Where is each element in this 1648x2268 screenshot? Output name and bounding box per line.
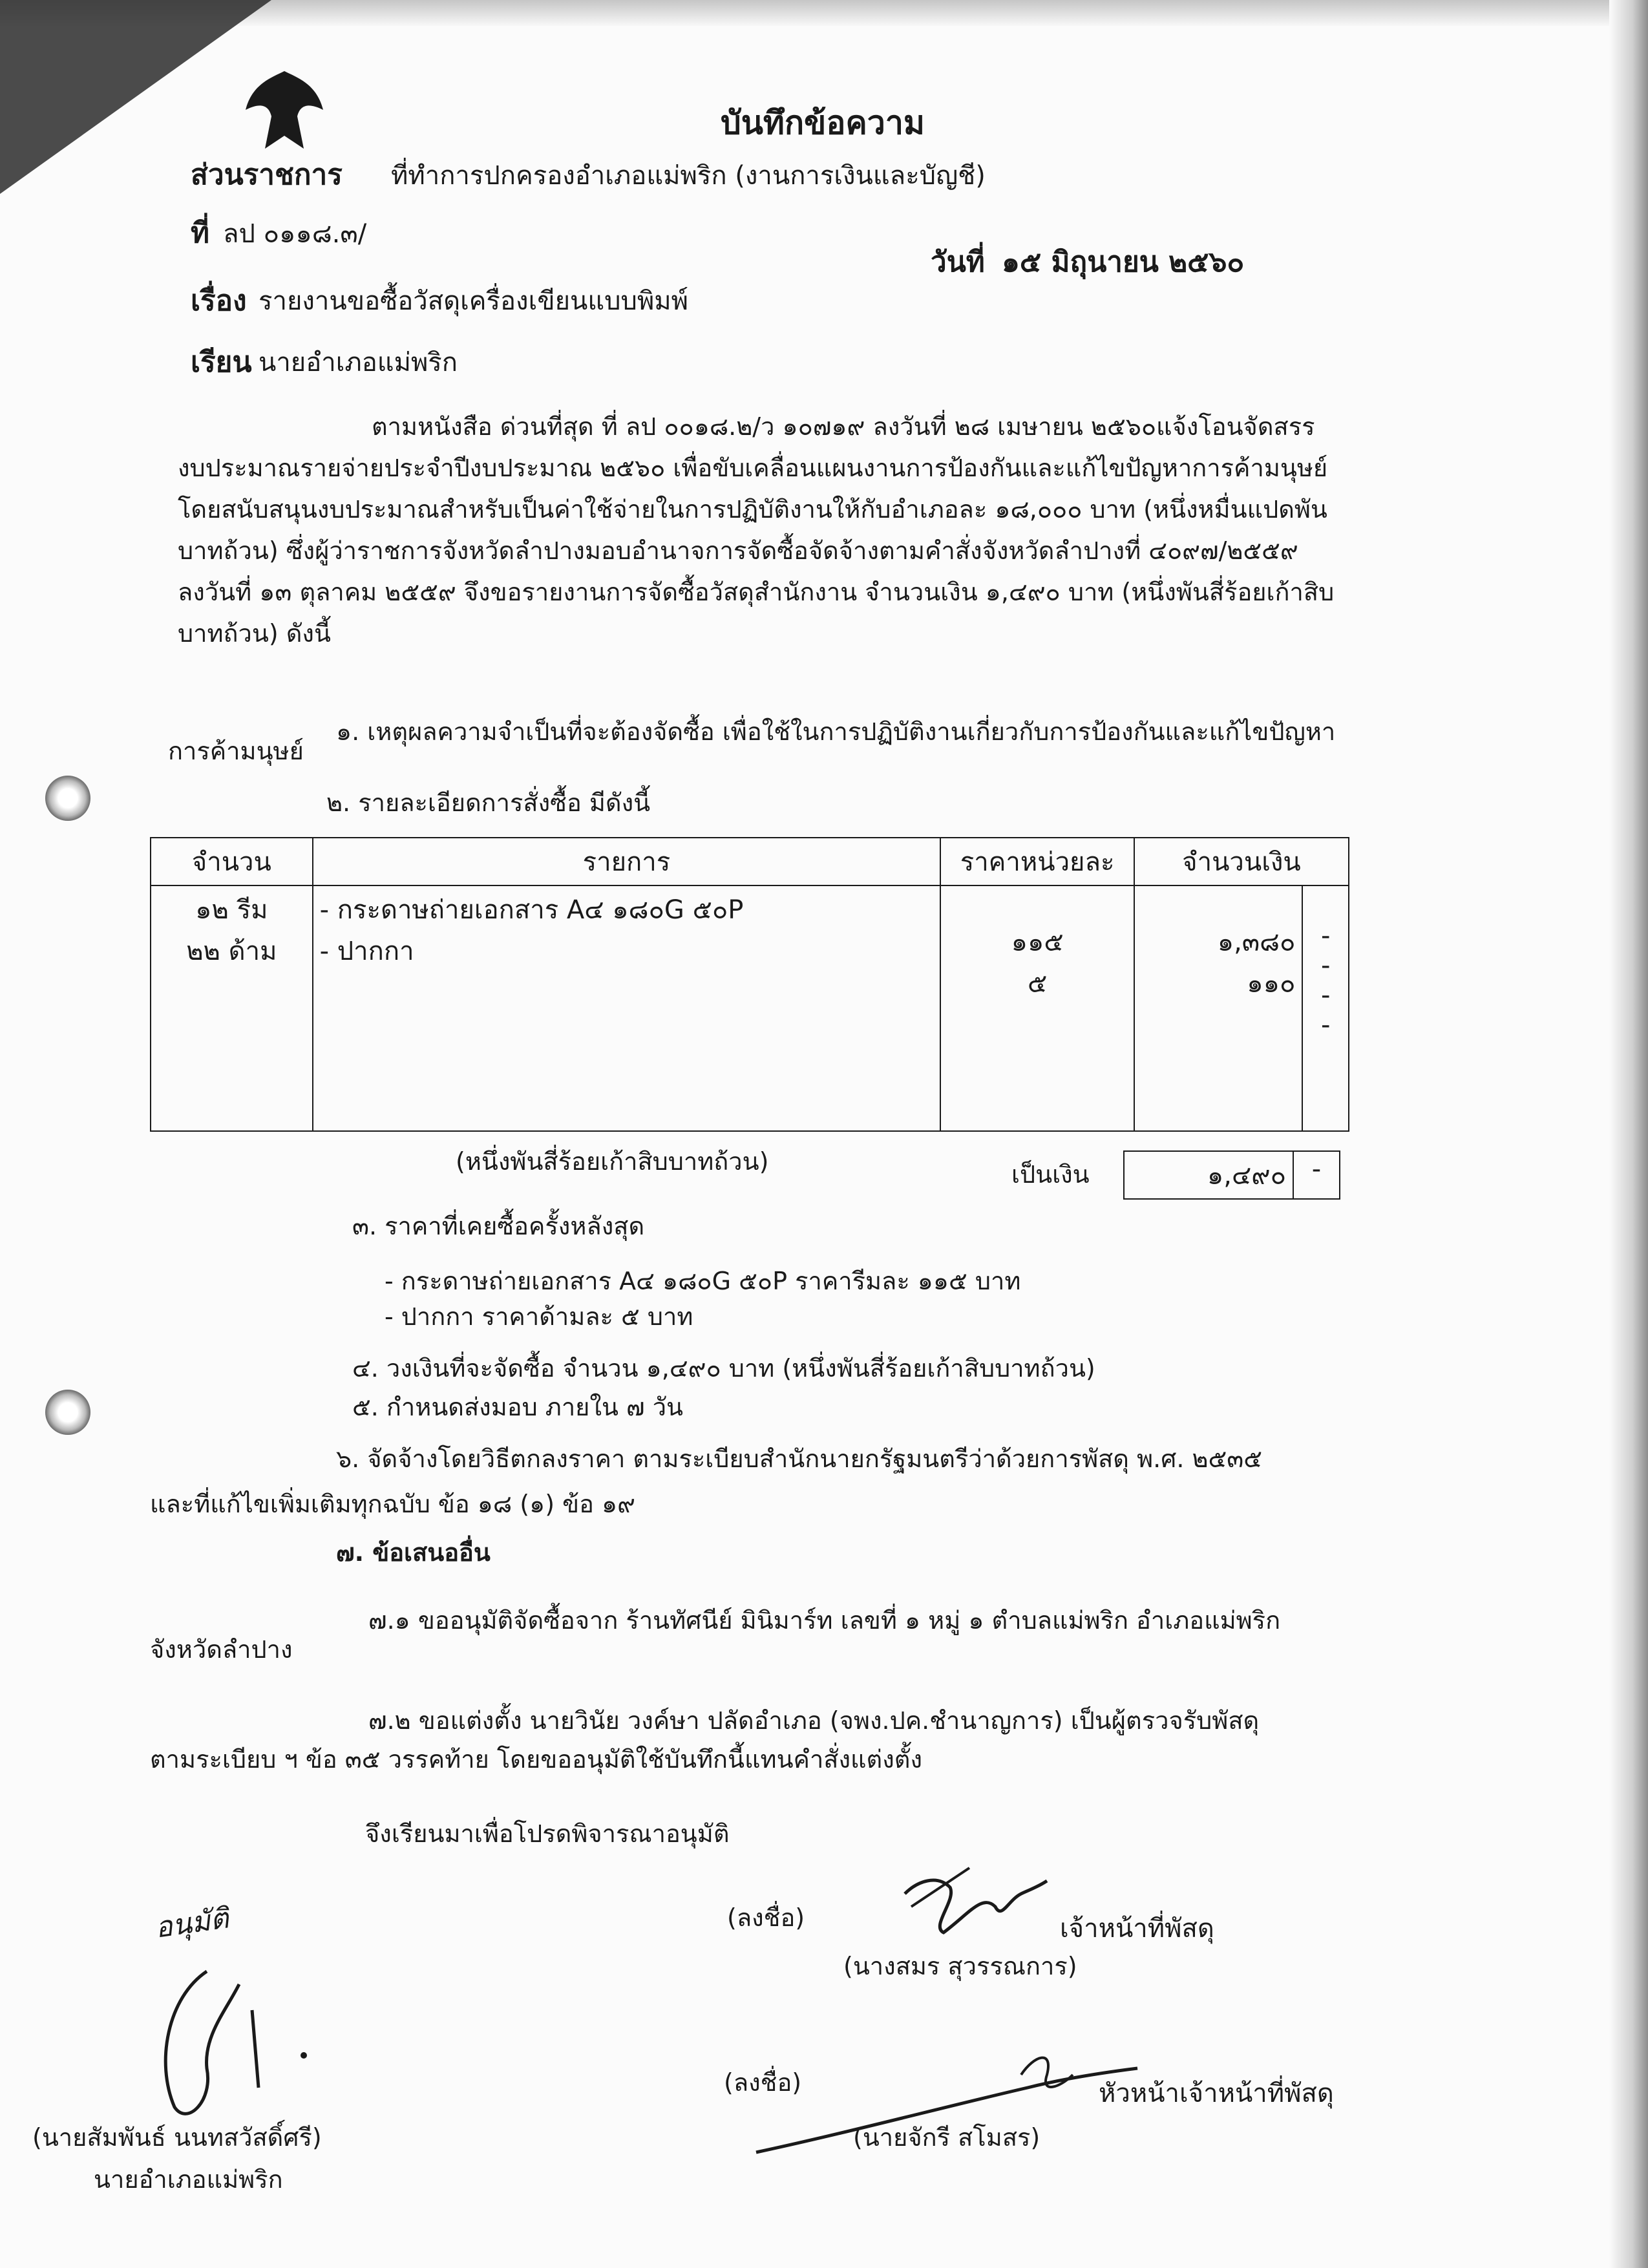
dept-value: ที่ทำการปกครองอำเภอแม่พริก (งานการเงินและบัญชี) bbox=[391, 161, 986, 191]
col-header-amount: จำนวนเงิน bbox=[1134, 838, 1349, 885]
item3-heading: ๓. ราคาที่เคยซื้อครั้งหลังสุด bbox=[352, 1212, 645, 1240]
item7-2-line2: ตามระเบียบ ฯ ข้อ ๓๕ วรรคท้าย โดยขออนุมัติใช้บันทึกนี้แทนคำสั่งแต่งตั้ง bbox=[150, 1745, 923, 1774]
page-title: บันทึกข้อความ bbox=[721, 104, 925, 142]
item3-detail: - กระดาษถ่ายเอกสาร A๔ ๑๘๐G ๕๐P ราคารีมละ ๑๑๕ บาท bbox=[385, 1267, 1021, 1295]
table-header-row bbox=[151, 838, 1349, 885]
signer-name-2: (นายจักรี สโมสร) bbox=[853, 2123, 1041, 2152]
date-label: วันที่ bbox=[931, 246, 985, 279]
approver-signature-icon bbox=[129, 1958, 323, 2126]
signer-name-1: (นางสมร สุวรรณการ) bbox=[843, 1952, 1077, 1980]
qty-value: ๑๒ รีม bbox=[195, 895, 268, 925]
total-satang: - bbox=[1293, 1151, 1340, 1199]
item4-line: ๔. วงเงินที่จะจัดซื้อ จำนวน ๑,๔๙๐ บาท (หนึ่งพันสี่ร้อยเก้าสิบบาทถ้วน) bbox=[352, 1354, 1095, 1383]
approver-name: (นายสัมพันธ์ นนทสวัสดิ์ศรี) bbox=[32, 2123, 322, 2152]
subject-label: เรื่อง bbox=[191, 284, 247, 317]
date-value: ๑๕ มิถุนายน ๒๕๖๐ bbox=[1002, 246, 1245, 279]
paragraph-line: บาทถ้วน) ซึ่งผู้ว่าราชการจังหวัดลำปางมอบอำนาจการจัดซื้อจัดจ้างตามคำสั่งจังหวัดลำปางที่ ๔๐๙๗/๒๕๕๙ bbox=[178, 536, 1298, 565]
unit-price-value: ๑๑๕ bbox=[1011, 927, 1064, 957]
item7-2-line1: ๗.๒ ขอแต่งตั้ง นายวินัย วงค์ษา ปลัดอำเภอ (จพง.ปค.ชำนาญการ) เป็นผู้ตรวจรับพัสดุ bbox=[368, 1706, 1260, 1735]
col-header-item: รายการ bbox=[313, 838, 941, 885]
satang-cell bbox=[1302, 885, 1349, 1131]
item3-detail: - ปากกา ราคาด้ามละ ๕ บาท bbox=[385, 1302, 693, 1331]
table-body-row bbox=[151, 885, 1349, 1131]
total-in-words: (หนึ่งพันสี่ร้อยเก้าสิบบาทถ้วน) bbox=[456, 1147, 769, 1176]
item-value: - กระดาษถ่ายเอกสาร A๔ ๑๘๐G ๕๐P bbox=[319, 895, 744, 925]
dept-label: ส่วนราชการ bbox=[191, 158, 343, 191]
item7-heading: ๗. ข้อเสนออื่น bbox=[336, 1538, 491, 1567]
order-table bbox=[150, 837, 1349, 1132]
role-1: เจ้าหน้าที่พัสดุ bbox=[1060, 1914, 1214, 1944]
item7-1-line2: จังหวัดลำปาง bbox=[150, 1635, 293, 1664]
satang-value: - bbox=[1321, 1010, 1331, 1040]
qty-cell bbox=[151, 885, 313, 1131]
punch-hole-bottom bbox=[45, 1390, 90, 1435]
subject-value: รายงานขอซื้อวัสดุเครื่องเขียนแบบพิมพ์ bbox=[259, 286, 689, 316]
amount-value: ๑๑๐ bbox=[1247, 969, 1296, 999]
item2-heading: ๒. รายละเอียดการสั่งซื้อ มีดังนี้ bbox=[326, 789, 651, 817]
garuda-emblem-icon bbox=[233, 58, 336, 162]
total-box bbox=[1123, 1150, 1340, 1200]
total-label: เป็นเงิน bbox=[1011, 1160, 1090, 1189]
satang-value: - bbox=[1321, 980, 1331, 1010]
item1-line2: การค้ามนุษย์ bbox=[168, 737, 304, 765]
qty-value: ๒๒ ด้าม bbox=[186, 937, 277, 966]
amount-value: ๑,๓๘๐ bbox=[1217, 927, 1296, 957]
item-value: - ปากกา bbox=[319, 937, 414, 966]
paper-stack-edge bbox=[1609, 0, 1648, 2268]
approval-note: อนุมัติ bbox=[153, 1902, 231, 1945]
signature-1-icon bbox=[892, 1855, 1053, 1952]
item7-1-line1: ๗.๑ ขออนุมัติจัดซื้อจาก ร้านทัศนีย์ มินิมาร์ท เลขที่ ๑ หมู่ ๑ ตำบลแม่พริก อำเภอแม่พริก bbox=[368, 1606, 1281, 1635]
sign-label-1: (ลงชื่อ) bbox=[727, 1903, 805, 1932]
paragraph-line: บาทถ้วน) ดังนี้ bbox=[178, 619, 331, 648]
item5-line: ๕. กำหนดส่งมอบ ภายใน ๗ วัน bbox=[352, 1393, 684, 1421]
to-label: เรียน bbox=[191, 346, 252, 379]
amount-cell bbox=[1134, 885, 1302, 1131]
item-cell bbox=[313, 885, 941, 1131]
approver-role: นายอำเภอแม่พริก bbox=[94, 2165, 283, 2194]
ref-label: ที่ bbox=[191, 217, 210, 249]
paragraph-line: โดยสนับสนุนงบประมาณสำหรับเป็นค่าใช้จ่ายในการปฏิบัติงานให้กับอำเภอละ ๑๘,๐๐๐ บาท (หนึ่งหมื่นแปดพัน bbox=[178, 495, 1327, 524]
to-value: นายอำเภอแม่พริก bbox=[259, 348, 458, 377]
paragraph-line: งบประมาณรายจ่ายประจำปีงบประมาณ ๒๕๖๐ เพื่อขับเคลื่อนแผนงานการป้องกันและแก้ไขปัญหาการค้ามนุษย์ bbox=[178, 454, 1328, 482]
punch-hole-top bbox=[45, 776, 90, 821]
unit-price-value: ๕ bbox=[1027, 969, 1048, 999]
col-header-unit-price: ราคาหน่วยละ bbox=[940, 838, 1134, 885]
role-2: หัวหน้าเจ้าหน้าที่พัสดุ bbox=[1099, 2079, 1334, 2108]
paragraph-line: ลงวันที่ ๑๓ ตุลาคม ๒๕๕๙ จึงขอรายงานการจัดซื้อวัสดุสำนักงาน จำนวนเงิน ๑,๔๙๐ บาท (หนึ่งพันสี่ร้อยเก้าสิบ bbox=[178, 578, 1335, 606]
unit-price-cell bbox=[940, 885, 1134, 1131]
item6-line1: ๖. จัดจ้างโดยวิธีตกลงราคา ตามระเบียบสำนักนายกรัฐมนตรีว่าด้วยการพัสดุ พ.ศ. ๒๕๓๕ bbox=[336, 1445, 1263, 1473]
closing-line: จึงเรียนมาเพื่อโปรดพิจารณาอนุมัติ bbox=[365, 1819, 730, 1848]
paragraph-line: ตามหนังสือ ด่วนที่สุด ที่ ลป ๐๐๑๘.๒/ว ๑๐๗๑๙ ลงวันที่ ๒๘ เมษายน ๒๕๖๐แจ้งโอนจัดสรร bbox=[372, 412, 1315, 441]
sign-label-2: (ลงชื่อ) bbox=[724, 2068, 802, 2097]
satang-value: - bbox=[1321, 921, 1331, 951]
ref-value: ลป ๐๑๑๘.๓/ bbox=[223, 219, 367, 249]
item1-line1: ๑. เหตุผลความจำเป็นที่จะต้องจัดซื้อ เพื่อใช้ในการปฏิบัติงานเกี่ยวกับการป้องกันและแก้ไขปัญหา bbox=[336, 717, 1336, 746]
item6-line2: และที่แก้ไขเพิ่มเติมทุกฉบับ ข้อ ๑๘ (๑) ข้อ ๑๙ bbox=[150, 1490, 635, 1518]
col-header-qty: จำนวน bbox=[151, 838, 313, 885]
total-value: ๑,๔๙๐ bbox=[1124, 1151, 1293, 1199]
satang-value: - bbox=[1321, 951, 1331, 980]
